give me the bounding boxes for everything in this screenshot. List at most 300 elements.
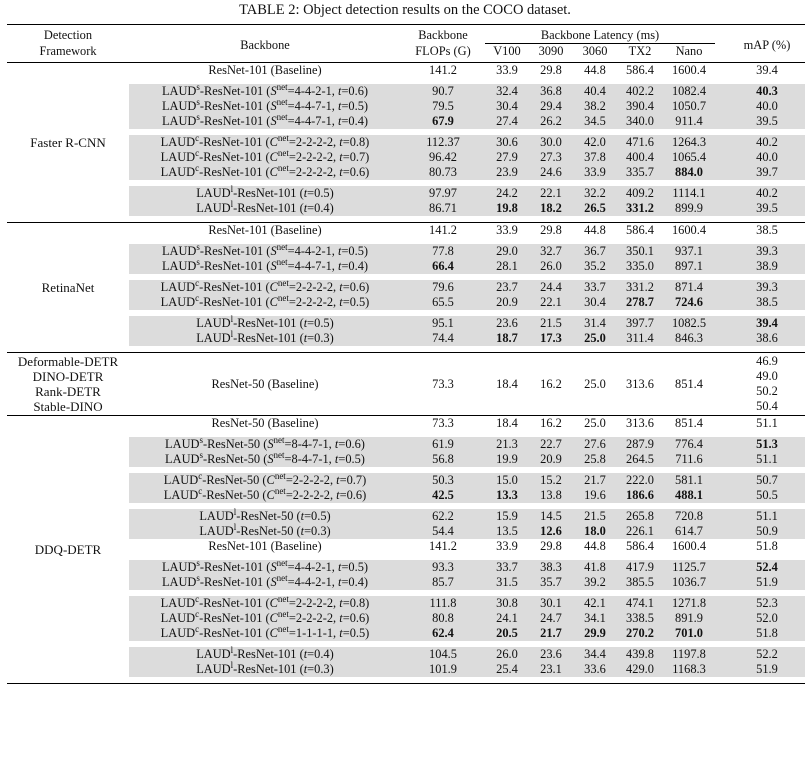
cell-c3060 [573, 244, 617, 259]
threshold-value: =0.3) [307, 331, 334, 345]
cell-tx2-value: 264.5 [626, 452, 654, 466]
cell-nano [663, 316, 715, 331]
backbone-base: -ResNet-101 ( [199, 560, 271, 574]
cell-flops [401, 186, 485, 201]
cell-map [729, 575, 805, 590]
cell-flops [401, 611, 485, 626]
cell-c3060 [573, 114, 617, 129]
cell-tx2 [617, 353, 663, 416]
cell-flops-value: 65.5 [432, 295, 454, 309]
cell-v100 [485, 99, 529, 114]
cell-backbone [129, 198, 401, 216]
threshold-symbol: t [339, 596, 343, 610]
cell-c3090-value: 30.0 [540, 135, 562, 149]
threshold-value: =0.5) [342, 626, 370, 640]
cell-backbone [129, 313, 401, 331]
laud-variant-superscript: l [230, 659, 234, 670]
gap-cell [715, 452, 729, 467]
spacer-cell [715, 677, 729, 684]
laud-prefix: LAUD [160, 280, 196, 294]
cell-backbone [129, 623, 401, 641]
cell-backbone [129, 328, 401, 346]
cell-c3060-value: 44.8 [584, 539, 606, 553]
cell-v100-value: 23.9 [496, 165, 518, 179]
cell-c3060 [573, 539, 617, 554]
cell-c3090-value: 16.2 [540, 416, 562, 430]
cell-tx2 [617, 596, 663, 611]
laud-variant-superscript: l [230, 183, 234, 194]
cell-tx2 [617, 316, 663, 331]
cell-tx2 [617, 539, 663, 554]
laud-prefix: LAUD [196, 647, 231, 661]
config-symbol-superscript: net [276, 96, 288, 107]
cell-v100 [485, 524, 529, 539]
laud-prefix: LAUD [161, 259, 197, 273]
cell-c3060-value: 25.0 [584, 331, 606, 345]
cell-backbone [129, 593, 401, 611]
cell-flops [401, 244, 485, 259]
cell-v100 [485, 353, 529, 416]
cell-map-value: 51.1 [756, 416, 778, 430]
config-value: =2-2-2-2, [288, 165, 340, 179]
cell-tx2-value: 586.4 [626, 223, 654, 237]
cell-map [729, 84, 805, 99]
cell-map [729, 662, 805, 677]
cell-v100-value: 18.4 [496, 376, 518, 391]
cell-map-value: 39.4 [756, 316, 778, 330]
cell-nano-value: 720.8 [675, 509, 703, 523]
config-value: =2-2-2-2, [288, 280, 340, 294]
cell-c3060 [573, 647, 617, 662]
cell-flops-value: 79.5 [432, 99, 454, 113]
cell-flops [401, 575, 485, 590]
spacer-cell [485, 677, 529, 684]
laud-prefix: LAUD [160, 135, 196, 149]
cell-map-value: 39.3 [756, 244, 778, 258]
cell-flops-value: 86.71 [429, 201, 457, 215]
framework-name: Faster R-CNN [30, 135, 106, 150]
cell-nano [663, 626, 715, 641]
cell-flops [401, 662, 485, 677]
config-symbol: C [269, 611, 278, 625]
gap-cell [715, 539, 729, 554]
cell-v100 [485, 662, 529, 677]
gap-cell [715, 280, 729, 295]
cell-map [729, 596, 805, 611]
cell-flops-value: 104.5 [429, 647, 457, 661]
cell-tx2 [617, 244, 663, 259]
backbone-base: -ResNet-50 ( [202, 488, 267, 502]
cell-nano-value: 1050.7 [671, 99, 707, 113]
cell-v100 [485, 150, 529, 165]
threshold-symbol: t [300, 509, 305, 523]
cell-map [729, 647, 805, 662]
backbone-base: -ResNet-101 ( [199, 259, 271, 273]
header-3090: 3090 [529, 44, 573, 63]
framework-name: Stable-DINO [33, 399, 103, 414]
backbone-base: -ResNet-101 ( [199, 165, 270, 179]
cell-flops-value: 77.8 [432, 244, 454, 258]
cell-v100 [485, 626, 529, 641]
cell-nano-value: 1600.4 [671, 63, 707, 77]
cell-c3090 [529, 473, 573, 488]
cell-c3090 [529, 165, 573, 180]
threshold-symbol: t [337, 84, 342, 98]
config-value: =2-2-2-2, [285, 473, 337, 487]
backbone-base: -ResNet-101 ( [233, 662, 304, 676]
table-header [7, 25, 805, 63]
cell-tx2 [617, 416, 663, 432]
cell-backbone [129, 81, 401, 99]
framework-cell [7, 63, 129, 223]
cell-backbone [129, 183, 401, 201]
config-symbol-superscript: net [277, 593, 289, 604]
spacer-cell [401, 677, 485, 684]
cell-c3060-value: 26.5 [584, 201, 606, 215]
cell-c3090 [529, 626, 573, 641]
framework-name: DINO-DETR [32, 369, 104, 384]
config-symbol-superscript: net [276, 241, 288, 252]
gap-cell [715, 575, 729, 590]
threshold-symbol: t [339, 150, 343, 164]
cell-c3090 [529, 509, 573, 524]
backbone-base: -ResNet-101 ( [199, 611, 270, 625]
backbone-base: -ResNet-101 ( [233, 186, 304, 200]
cell-v100-value: 19.8 [496, 201, 518, 215]
laud-variant-superscript: l [230, 328, 234, 339]
cell-c3060 [573, 437, 617, 452]
cell-flops-value: 80.8 [432, 611, 454, 625]
cell-c3090-value: 21.5 [540, 316, 562, 330]
cell-nano-value: 1168.3 [672, 662, 706, 676]
cell-c3090 [529, 84, 573, 99]
cell-backbone [129, 63, 401, 79]
cell-map-value: 49.0 [756, 369, 778, 383]
cell-tx2-value: 335.0 [626, 259, 654, 273]
config-symbol-superscript: net [276, 111, 288, 122]
cell-backbone [129, 572, 401, 590]
cell-v100 [485, 244, 529, 259]
cell-nano [663, 647, 715, 662]
cell-flops [401, 452, 485, 467]
cell-flops [401, 295, 485, 310]
cell-v100 [485, 63, 529, 79]
cell-v100-value: 20.9 [496, 295, 518, 309]
cell-map [729, 416, 805, 432]
config-symbol-superscript: net [276, 572, 288, 583]
cell-backbone [129, 353, 401, 416]
cell-c3060 [573, 84, 617, 99]
cell-map-value: 52.3 [756, 596, 778, 610]
header-tx2: TX2 [617, 44, 663, 63]
cell-v100 [485, 84, 529, 99]
cell-c3090 [529, 662, 573, 677]
backbone-base: -ResNet-101 ( [233, 331, 304, 345]
cell-map [729, 259, 805, 274]
config-symbol-superscript: net [273, 434, 285, 445]
cell-v100 [485, 186, 529, 201]
laud-variant-superscript: l [230, 644, 234, 655]
cell-c3090 [529, 295, 573, 310]
cell-tx2-value: 350.1 [626, 244, 654, 258]
cell-c3090 [529, 575, 573, 590]
cell-v100-value: 28.1 [496, 259, 518, 273]
cell-flops-value: 79.6 [432, 280, 454, 294]
cell-c3060 [573, 331, 617, 346]
gap-cell [715, 488, 729, 503]
cell-nano [663, 488, 715, 503]
spacer-cell [729, 677, 805, 684]
backbone-name: ResNet-50 (Baseline) [211, 376, 319, 391]
threshold-symbol: t [339, 295, 343, 309]
cell-c3090 [529, 353, 573, 416]
config-value: =2-2-2-2, [288, 150, 340, 164]
cell-v100-value: 30.4 [496, 99, 518, 113]
config-symbol: S [270, 259, 277, 273]
cell-c3060-value: 44.8 [584, 223, 606, 237]
cell-map [729, 99, 805, 114]
cell-v100 [485, 259, 529, 274]
cell-c3060-value: 41.8 [584, 560, 606, 574]
cell-nano-value: 899.9 [675, 201, 703, 215]
threshold-value: =0.6) [338, 437, 365, 451]
laud-prefix: LAUD [160, 626, 196, 640]
gap-cell [715, 150, 729, 165]
cell-c3060-value: 27.6 [584, 437, 606, 451]
cell-flops-value: 74.4 [432, 331, 454, 345]
cell-backbone [129, 539, 401, 554]
cell-v100 [485, 509, 529, 524]
backbone-base: -ResNet-101 ( [233, 647, 304, 661]
cell-c3090 [529, 259, 573, 274]
cell-flops-value: 90.7 [432, 84, 454, 98]
laud-prefix: LAUD [163, 488, 199, 502]
cell-c3090 [529, 186, 573, 201]
config-symbol-superscript: net [277, 623, 289, 634]
cell-map [729, 316, 805, 331]
cell-flops-value: 50.3 [432, 473, 454, 487]
cell-flops-value: 56.8 [432, 452, 454, 466]
cell-nano [663, 473, 715, 488]
cell-c3060-value: 29.9 [584, 626, 606, 640]
cell-nano-value: 891.9 [675, 611, 703, 625]
threshold-symbol: t [334, 452, 339, 466]
cell-nano-value: 1065.4 [671, 150, 707, 164]
config-value: =8-4-7-1, [284, 437, 335, 451]
cell-map-value: 50.7 [756, 473, 778, 487]
cell-tx2-value: 439.8 [626, 647, 654, 661]
cell-v100-value: 33.9 [496, 539, 518, 553]
cell-nano-value: 724.6 [675, 295, 703, 309]
laud-prefix: LAUD [161, 114, 197, 128]
spacer-cell [663, 677, 715, 684]
threshold-value: =0.6) [339, 488, 367, 502]
threshold-value: =0.4) [341, 575, 369, 589]
cell-tx2-value: 471.6 [626, 135, 654, 149]
cell-nano [663, 539, 715, 554]
laud-variant-superscript: c [195, 623, 200, 634]
cell-nano [663, 611, 715, 626]
cell-c3060 [573, 223, 617, 239]
cell-map [729, 63, 805, 79]
cell-c3090-value: 22.1 [540, 186, 562, 200]
threshold-symbol: t [303, 331, 308, 345]
config-value: =4-4-7-1, [287, 99, 338, 113]
cell-map [729, 509, 805, 524]
backbone-base: -ResNet-101 ( [199, 135, 270, 149]
gap-cell [715, 331, 729, 346]
cell-tx2-value: 409.2 [626, 186, 654, 200]
cell-tx2 [617, 201, 663, 216]
cell-tx2 [617, 473, 663, 488]
config-symbol-superscript: net [276, 557, 288, 568]
cell-v100 [485, 280, 529, 295]
cell-c3060-value: 34.4 [584, 647, 606, 661]
cell-map [729, 473, 805, 488]
cell-backbone [129, 111, 401, 129]
cell-flops-value: 111.8 [429, 596, 457, 610]
laud-variant-superscript: s [196, 557, 200, 568]
cell-v100-value: 18.4 [496, 416, 518, 430]
cell-c3090 [529, 452, 573, 467]
cell-v100 [485, 647, 529, 662]
cell-c3090-value: 27.3 [540, 150, 562, 164]
threshold-symbol: t [303, 186, 308, 200]
cell-c3060 [573, 150, 617, 165]
cell-nano [663, 509, 715, 524]
gap-cell [715, 201, 729, 216]
cell-v100 [485, 539, 529, 554]
cell-v100-value: 21.3 [496, 437, 518, 451]
cell-flops-value: 67.9 [432, 114, 454, 128]
threshold-symbol: t [336, 473, 340, 487]
threshold-value: =0.8) [342, 596, 370, 610]
cell-flops-value: 112.37 [426, 135, 460, 149]
cell-map-value: 40.3 [756, 84, 778, 98]
cell-tx2 [617, 509, 663, 524]
cell-v100 [485, 295, 529, 310]
config-value: =4-4-2-1, [287, 575, 338, 589]
cell-flops [401, 114, 485, 129]
cell-nano [663, 575, 715, 590]
threshold-symbol: t [300, 524, 305, 538]
config-symbol-superscript: net [277, 292, 289, 303]
gap-cell [715, 416, 729, 432]
cell-c3060-value: 38.2 [584, 99, 606, 113]
cell-c3090 [529, 201, 573, 216]
backbone-name: ResNet-101 (Baseline) [208, 539, 322, 553]
laud-prefix: LAUD [160, 596, 196, 610]
cell-backbone [129, 241, 401, 259]
cell-flops-value: 61.9 [432, 437, 454, 451]
cell-tx2-value: 397.7 [626, 316, 654, 330]
threshold-symbol: t [339, 135, 343, 149]
cell-backbone [129, 96, 401, 114]
cell-c3060 [573, 259, 617, 274]
cell-flops [401, 539, 485, 554]
cell-map-value: 50.9 [756, 524, 778, 538]
cell-flops-value: 141.2 [429, 63, 457, 77]
cell-nano-value: 911.4 [675, 114, 703, 128]
config-symbol-superscript: net [274, 470, 286, 481]
gap-cell [715, 596, 729, 611]
cell-map-value: 40.0 [756, 99, 778, 113]
cell-v100 [485, 223, 529, 239]
cell-c3060 [573, 575, 617, 590]
cell-map-value: 39.4 [756, 63, 778, 77]
cell-backbone [129, 292, 401, 310]
cell-nano [663, 63, 715, 79]
threshold-value: =0.6) [342, 165, 370, 179]
cell-flops [401, 135, 485, 150]
cell-v100 [485, 437, 529, 452]
cell-nano [663, 452, 715, 467]
cell-tx2 [617, 223, 663, 239]
cell-map-value: 40.0 [756, 150, 778, 164]
config-symbol: C [266, 473, 275, 487]
threshold-value: =0.4) [341, 259, 369, 273]
cell-c3060-value: 32.2 [584, 186, 606, 200]
cell-c3090-value: 13.8 [540, 488, 562, 502]
cell-v100 [485, 135, 529, 150]
cell-flops [401, 331, 485, 346]
config-symbol: S [267, 452, 274, 466]
cell-map [729, 331, 805, 346]
cell-map-value: 50.5 [756, 488, 778, 502]
cell-c3060-value: 30.4 [584, 295, 606, 309]
cell-c3060-value: 44.8 [584, 63, 606, 77]
cell-c3090 [529, 560, 573, 575]
config-symbol-superscript: net [277, 162, 289, 173]
cell-v100-value: 18.7 [496, 331, 518, 345]
laud-prefix: LAUD [160, 611, 196, 625]
backbone-base: -ResNet-101 ( [199, 596, 270, 610]
laud-variant-superscript: c [195, 277, 200, 288]
spacer-cell [617, 677, 663, 684]
config-symbol: C [269, 165, 278, 179]
framework-cell [7, 416, 129, 684]
cell-tx2-value: 400.4 [626, 150, 654, 164]
cell-tx2 [617, 331, 663, 346]
cell-map-value: 38.6 [756, 331, 778, 345]
cell-map-value: 50.4 [756, 399, 778, 413]
config-value: =1-1-1-1, [288, 626, 340, 640]
gap-cell [715, 509, 729, 524]
cell-c3060 [573, 201, 617, 216]
table-row [7, 416, 805, 432]
header-3060: 3060 [573, 44, 617, 63]
cell-c3090-value: 22.7 [540, 437, 562, 451]
cell-nano [663, 135, 715, 150]
cell-backbone [129, 644, 401, 662]
cell-v100-value: 25.4 [496, 662, 518, 676]
cell-c3090-value: 12.6 [540, 524, 562, 538]
cell-nano [663, 524, 715, 539]
cell-tx2-value: 331.2 [626, 280, 654, 294]
cell-tx2-value: 385.5 [626, 575, 654, 589]
threshold-symbol: t [337, 244, 342, 258]
cell-flops [401, 63, 485, 79]
cell-c3090 [529, 280, 573, 295]
cell-c3060 [573, 353, 617, 416]
laud-variant-superscript: l [233, 521, 237, 532]
threshold-value: =0.7) [339, 473, 367, 487]
threshold-symbol: t [303, 316, 308, 330]
cell-tx2-value: 265.8 [626, 509, 654, 523]
cell-tx2 [617, 611, 663, 626]
cell-nano-value: 1600.4 [671, 223, 707, 237]
laud-prefix: LAUD [196, 331, 231, 345]
